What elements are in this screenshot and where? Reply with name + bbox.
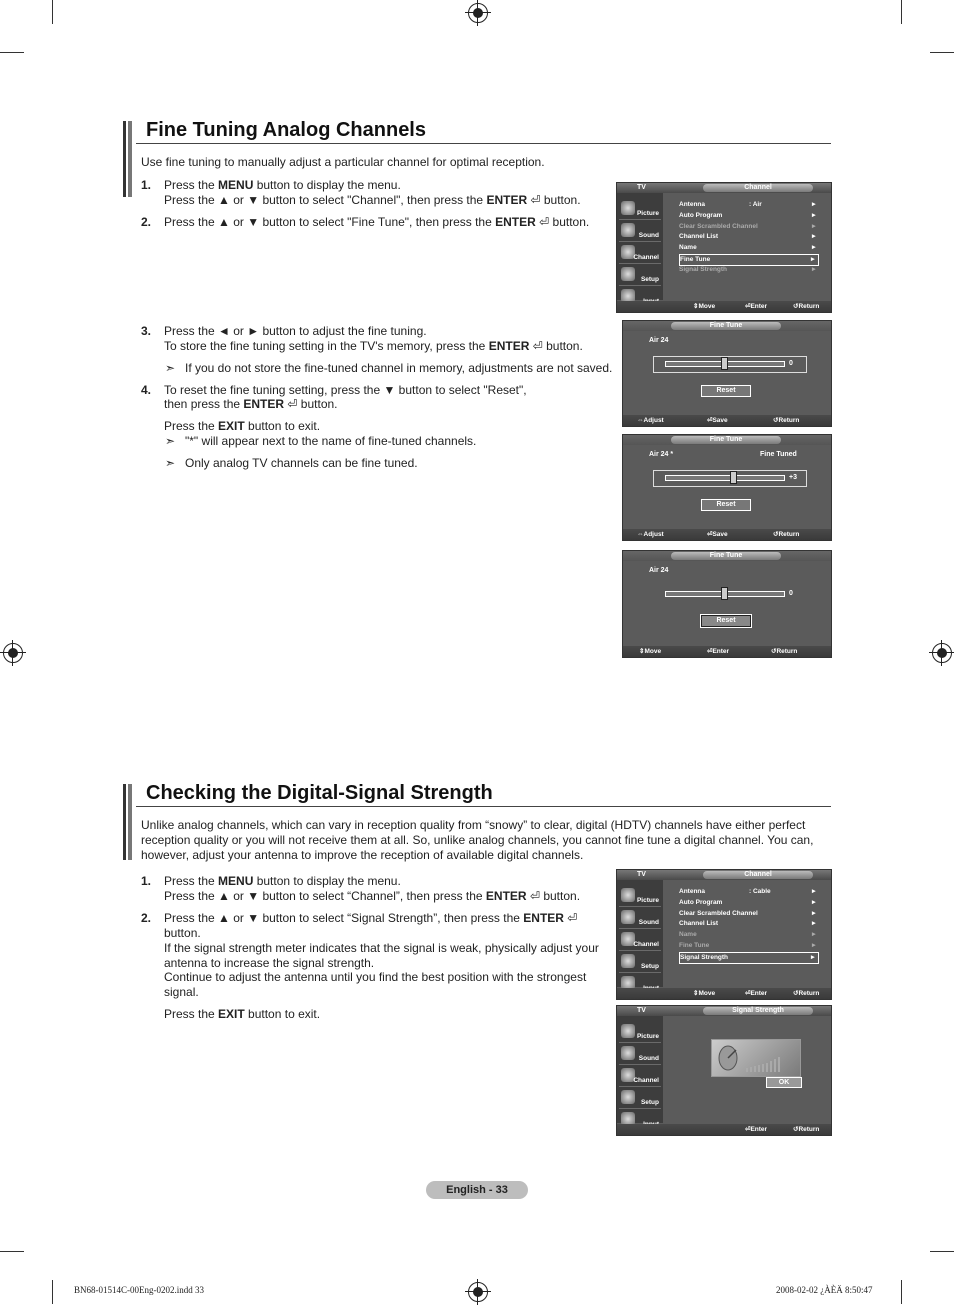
osd-slider-knob [730,471,737,484]
osd-reset-button: Reset [701,499,751,511]
osd-menu-item: Name ► [679,244,817,251]
crop-mark [901,1280,902,1304]
osd-side-setup: Setup [619,952,661,973]
registration-mark-icon [468,3,488,23]
enter-icon: ⏎ [532,339,543,353]
step-text: Press the MENU button to display the menu. [164,178,401,192]
osd-return-hint: ↺ Return [773,417,800,424]
osd-channel-label: Air 24 [649,337,669,344]
osd-side-sound: Sound [619,1044,661,1065]
osd-adjust-hint: ⇔ Adjust [637,417,664,424]
osd-move-hint: ⇕ Move [639,648,662,655]
osd-menu-item: Clear Scrambled Channel ► [679,910,817,917]
note: ➣ Only analog TV channels can be fine tuned. [185,456,418,471]
osd-side-setup: Setup [619,1088,661,1109]
osd-ok-button: OK [766,1077,802,1088]
section-intro: Use fine tuning to manually adjust a particular channel for optimal reception. [141,155,545,169]
step-text: then press the ENTER ⏎ button. [164,397,338,411]
crop-mark [52,0,53,24]
osd-side-setup: Setup [619,265,661,286]
osd-menu-item: Auto Program ► [679,899,817,906]
osd-menu-item: Antenna : Cable ► [679,888,817,895]
enter-icon: ⏎ [529,889,540,903]
step-number: 2. [141,215,152,229]
step-text: Press the ◄ or ► button to adjust the fine tuning. [164,324,427,338]
step-text: To store the fine tuning setting in the TV's memory, press the ENTER ⏎ button. [164,339,583,353]
osd-return-hint: ↺ Return [793,303,820,310]
osd-status-label: Fine Tuned [760,451,797,458]
osd-fine-tune [622,550,832,658]
osd-side-sound: Sound [619,908,661,929]
step-text: If the signal strength meter indicates that the signal is weak, physically adjust your [164,941,599,955]
date-slug: 2008-02-02 ¿ÀÈÄ 8:50:47 [776,1285,873,1295]
enter-icon: ⏎ [539,215,550,229]
osd-save-hint: ⏎ Save [707,417,728,424]
osd-return-hint: ↺ Return [773,531,800,538]
osd-side-picture: Picture [619,1022,661,1043]
crop-mark [901,0,902,24]
osd-title: Channel [703,871,813,879]
step-text: Continue to adjust the antenna until you find the best position with the strongest [164,970,587,984]
osd-menu-item: Clear Scrambled Channel ► [679,223,817,230]
osd-reset-button: Reset [701,385,751,397]
osd-enter-hint: ⏎ Enter [707,648,730,655]
step-text: To reset the fine tuning setting, press the ▼ button to select "Reset", [164,383,527,397]
crop-mark [0,52,24,53]
osd-slider-knob [721,587,728,600]
picture-icon [621,1024,635,1038]
osd-tv-label: TV [637,184,646,191]
crop-mark [930,1251,954,1252]
osd-channel-menu [616,182,832,313]
osd-fine-tune [622,434,832,541]
osd-side-channel: Channel [619,243,661,264]
osd-return-hint: ↺ Return [793,990,820,997]
step-number: 2. [141,911,152,925]
osd-slider-knob [721,357,728,370]
enter-icon: ⏎ [530,193,541,207]
osd-menu-item-selected: Signal Strength ► [679,952,819,964]
section-intro: Unlike analog channels, which can vary in reception quality from “snowy” to clear, digital (HDTV) channels have either perfect [141,818,806,832]
step-text: antenna to increase the signal strength. [164,956,375,970]
picture-icon [621,888,635,902]
section-title: Fine Tuning Analog Channels [146,119,426,141]
setup-icon [621,954,635,968]
section-bar [123,121,132,197]
osd-fine-tune [622,320,832,427]
osd-title: Fine Tune [671,552,781,560]
osd-move-hint: ⇕ Move [693,990,716,997]
osd-menu-item-selected: Fine Tune ► [679,254,819,266]
osd-menu-item: Auto Program ► [679,212,817,219]
exit-text: Press the EXIT button to exit. [164,419,321,433]
osd-menu-item: Channel List ► [679,920,817,927]
setup-icon [621,1090,635,1104]
step-text: Press the ▲ or ▼ button to select “Channel”, then press the ENTER ⏎ button. [164,889,581,903]
note: ➣ If you do not store the fine-tuned channel in memory, adjustments are not saved. [185,361,612,376]
signal-meter [711,1039,801,1077]
file-slug: BN68-01514C-00Eng-0202.indd 33 [74,1285,204,1295]
osd-menu-item: Antenna : Air ► [679,201,817,208]
osd-enter-hint: ⏎ Enter [745,303,768,310]
step-text: Press the ▲ or ▼ button to select "Channel", then press the ENTER ⏎ button. [164,193,581,207]
osd-side-channel: Channel [619,1066,661,1087]
registration-mark-icon [468,1282,488,1302]
osd-move-hint: ⇕ Move [693,303,716,310]
osd-slider [665,475,785,481]
crop-mark [930,52,954,53]
osd-reset-button-selected: Reset [701,615,751,627]
exit-text: Press the EXIT button to exit. [164,1007,321,1021]
section-bar [123,784,132,860]
crop-mark [0,1251,24,1252]
osd-slider-value: 0 [789,590,793,597]
osd-menu-item: Fine Tune ► [679,942,817,949]
setup-icon [621,267,635,281]
step-number: 3. [141,324,152,338]
satellite-dish-icon [712,1040,800,1076]
osd-title: Fine Tune [671,322,781,330]
osd-signal-strength [616,1005,832,1136]
registration-mark-icon [3,643,23,663]
osd-channel-label: Air 24 * [649,451,674,458]
osd-tv-label: TV [637,871,646,878]
section-title: Checking the Digital-Signal Strength [146,782,493,804]
osd-adjust-hint: ⇔ Adjust [637,531,664,538]
osd-channel-menu [616,869,832,1000]
page-number: English - 33 [426,1181,528,1199]
step-text: Press the ▲ or ▼ button to select "Fine Tune", then press the ENTER ⏎ button. [164,215,590,229]
step-text: button. [164,926,201,940]
osd-title: Fine Tune [671,436,781,444]
osd-slider-value: +3 [789,474,797,481]
sound-icon [621,223,635,237]
step-text: Press the ▲ or ▼ button to select “Signal Strength”, then press the ENTER ⏎ [164,911,578,925]
step-text: Press the MENU button to display the menu. [164,874,401,888]
enter-icon: ⏎ [567,911,578,925]
step-text: signal. [164,985,199,999]
sound-icon [621,910,635,924]
picture-icon [621,201,635,215]
section-intro: however, adjust your antenna to improve the reception of available digital channels. [141,848,584,862]
section-rule [136,143,831,144]
osd-side-picture: Picture [619,199,661,220]
osd-side-picture: Picture [619,886,661,907]
osd-side-channel: Channel [619,930,661,951]
osd-side-sound: Sound [619,221,661,242]
osd-tv-label: TV [637,1007,646,1014]
osd-menu-item: Channel List ► [679,233,817,240]
osd-return-hint: ↺ Return [793,1126,820,1133]
step-number: 1. [141,874,152,888]
osd-enter-hint: ⏎ Enter [745,1126,768,1133]
osd-title: Signal Strength [703,1007,813,1015]
osd-title: Channel [703,184,813,192]
registration-mark-icon [932,643,952,663]
section-rule [136,806,831,807]
step-number: 4. [141,383,152,397]
osd-save-hint: ⏎ Save [707,531,728,538]
osd-slider-value: 0 [789,360,793,367]
osd-menu-item: Name ► [679,931,817,938]
sound-icon [621,1046,635,1060]
enter-icon: ⏎ [287,397,298,411]
note: ➣ "*" will appear next to the name of fine-tuned channels. [185,434,476,449]
osd-return-hint: ↺ Return [771,648,798,655]
osd-channel-label: Air 24 [649,567,669,574]
section-intro: reception quality or you will not receive them at all. So, unlike analog channels, you cannot fine tune a digital channel. You can, [141,833,814,847]
osd-menu-item: Signal Strength ► [679,266,817,273]
osd-enter-hint: ⏎ Enter [745,990,768,997]
step-number: 1. [141,178,152,192]
crop-mark [52,1280,53,1304]
